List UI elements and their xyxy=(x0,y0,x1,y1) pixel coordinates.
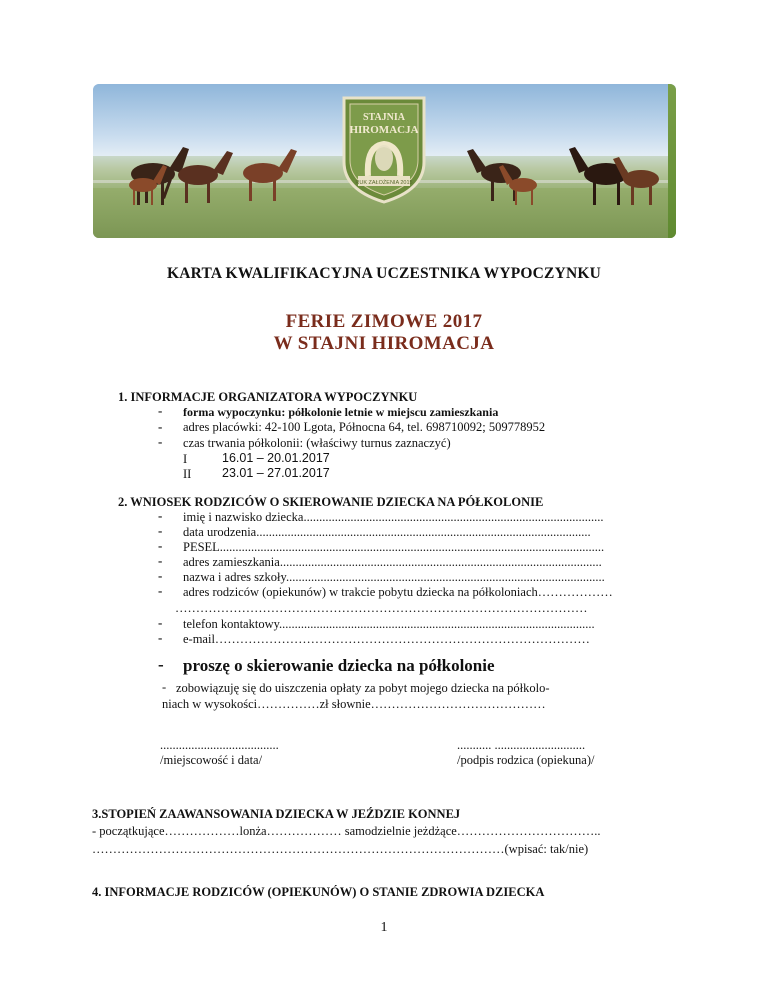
obligation-line2[interactable]: niach w wysokości……………zł słownie…………………………………… xyxy=(162,697,546,711)
svg-text:STAJNIA: STAJNIA xyxy=(362,112,406,123)
bullet-dash: - xyxy=(158,553,163,568)
header-banner xyxy=(93,84,676,238)
section1-item-address: adres placówki: 42-100 Lgota, Północna 64, tel. 698710092; 509778952 xyxy=(183,420,546,434)
field-child-name[interactable]: imię i nazwisko dziecka................................................................................................ xyxy=(183,510,604,524)
field-home-address[interactable]: adres zamieszkania....................................................................................................... xyxy=(183,555,602,569)
turnus-1-dates: 16.01 – 20.01.2017 xyxy=(222,451,330,465)
svg-text:RUK ZAŁOŻENIA 2015: RUK ZAŁOŻENIA 2015 xyxy=(355,180,413,186)
field-parents-address-continued[interactable]: ……………………………………………………………………………………… xyxy=(175,601,588,615)
place-date-line[interactable]: ...................................... xyxy=(160,738,279,752)
signature-line[interactable]: ........... ............................. xyxy=(457,738,586,752)
signature-label: /podpis rodzica (opiekuna)/ xyxy=(457,753,595,767)
bullet-dash: - xyxy=(158,419,163,434)
field-email[interactable]: e-mail……………………………………………………………………………… xyxy=(183,632,590,646)
field-birth-date[interactable]: data urodzenia........................................................................................................... xyxy=(183,525,591,539)
bullet-dash: - xyxy=(158,630,163,645)
riding-level-answer-line[interactable]: ………………………………………………………………………………………(wpisać: tak/nie) xyxy=(92,842,589,856)
turnus-1-roman: I xyxy=(183,452,188,466)
turnus-2-dates: 23.01 – 27.01.2017 xyxy=(222,466,330,480)
bullet-dash: - xyxy=(158,523,163,538)
section1-item-duration: czas trwania półkolonii: (właściwy turnus zaznaczyć) xyxy=(183,436,451,450)
horses-left-image xyxy=(103,129,303,214)
bullet-dash: - xyxy=(158,615,163,630)
field-pesel[interactable]: PESEL........................................................................................................................... xyxy=(183,540,605,554)
field-parents-address[interactable]: adres rodziców (opiekunów) w trakcie pobytu dziecka na półkoloniach……………… xyxy=(183,585,613,599)
document-subtitle-line2: W STAJNI HIROMACJA xyxy=(273,333,495,354)
turnus-2-roman: II xyxy=(183,467,192,481)
section2-heading: 2. WNIOSEK RODZICÓW O SKIEROWANIE DZIECKA NA PÓŁKOLONIE xyxy=(118,495,544,509)
bullet-dash: - xyxy=(158,538,163,553)
bullet-dash: - xyxy=(158,568,163,583)
stajnia-logo xyxy=(338,92,430,204)
bullet-dash: - xyxy=(158,434,163,449)
section4-heading: 4. INFORMACJE RODZICÓW (OPIEKUNÓW) O STANIE ZDROWIA DZIECKA xyxy=(92,885,545,899)
document-title: KARTA KWALIFIKACYJNA UCZESTNIKA WYPOCZYNKU xyxy=(166,265,602,282)
obligation-line1: zobowiązuję się do uiszczenia opłaty za pobyt mojego dziecka na półkolo- xyxy=(176,681,550,695)
bullet-dash: - xyxy=(158,508,163,523)
request-statement: proszę o skierowanie dziecka na półkolonie xyxy=(183,656,495,675)
bullet-dash: - xyxy=(162,680,167,694)
riding-level-line[interactable]: - początkujące………………lonża……………… samodzielnie jeżdżące…………………………….. xyxy=(92,824,601,838)
field-phone[interactable]: telefon kontaktowy..................................................................................................... xyxy=(183,617,595,631)
horses-right-image xyxy=(461,129,666,214)
section1-item-form: forma wypoczynku: półkolonie letnie w miejscu zamieszkania xyxy=(183,405,499,419)
section1-heading: 1. INFORMACJE ORGANIZATORA WYPOCZYNKU xyxy=(118,390,418,404)
bullet-dash: - xyxy=(158,583,163,598)
bullet-dash: - xyxy=(158,403,163,418)
bullet-dash: - xyxy=(158,655,164,674)
field-school[interactable]: nazwa i adres szkoły...................................................................................................... xyxy=(183,570,605,584)
place-date-label: /miejscowość i data/ xyxy=(160,753,263,767)
page-number: 1 xyxy=(380,920,388,935)
section3-heading: 3.STOPIEŃ ZAAWANSOWANIA DZIECKA W JEŹDZIE KONNEJ xyxy=(92,807,461,821)
svg-text:HIROMACJA: HIROMACJA xyxy=(349,124,419,136)
document-subtitle-line1: FERIE ZIMOWE 2017 xyxy=(285,311,483,332)
banner-frame xyxy=(668,84,676,238)
